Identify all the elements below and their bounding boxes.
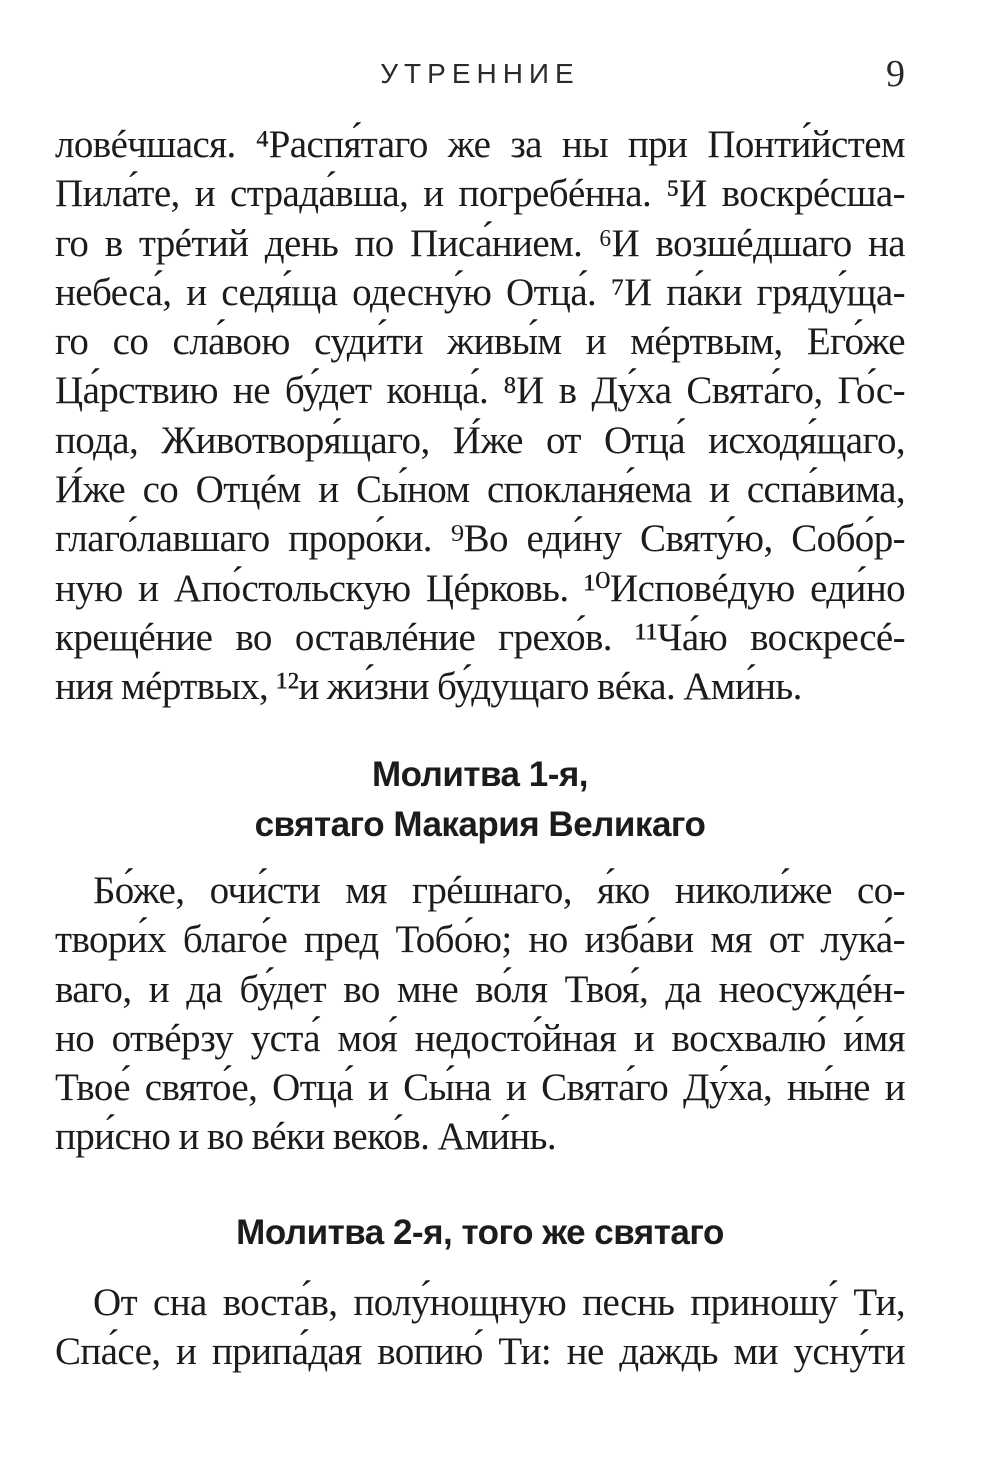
text-line: ную и Апо́стольскую Цéрковь. ¹⁰Исповéдую еди́но xyxy=(55,566,905,610)
text-line: ния мéртвых, ¹²и жи́зни бу́дущаго вéка. Ами́нь. xyxy=(55,665,802,709)
text-line: От сна воста́в, полу́нощную песнь приношу́ Ти, xyxy=(93,1281,905,1324)
text-line: Ца́рствию не бу́дет конца́. ⁸И в Ду́ха Свята́го, Го́с- xyxy=(55,369,905,413)
text-line: ловéчшася. ⁴Распя́таго же за ны при Понти́йстем xyxy=(55,123,905,166)
running-title: УТРЕННИЕ xyxy=(380,58,580,89)
text-line: твори́х благо́е пред Тобо́ю; но изба́ви мя от лука́- xyxy=(55,918,905,962)
prayer-1-heading-line-2: святаго Макария Великаго xyxy=(254,805,706,844)
text-line: глаго́лавшаго проро́ки. ⁹Во еди́ну Святу́ю, Собо́р- xyxy=(55,517,905,561)
text-line: го со сла́вою суди́ти живы́м и мéртвым, Его́же xyxy=(55,320,905,364)
text-line: ваго, и да бу́дет во мне во́ля Твоя́, да неосуждéн- xyxy=(55,967,905,1011)
prayer-2-text xyxy=(55,1278,905,1377)
text-line: при́сно и во вéки веко́в. Ами́нь. xyxy=(55,1115,556,1159)
creed-text xyxy=(55,120,905,712)
prayer-1-text xyxy=(55,866,905,1162)
text-line: небеса́, и седя́ща одесну́ю Отца́. ⁷И па́ки гряду́ща- xyxy=(55,270,905,314)
text-line: го в трéтий день по Писа́нием. ⁶И возшéдшаго на xyxy=(55,221,905,265)
text-line: И́же со Отцéм и Сы́ном спокланя́ема и сспа́вима, xyxy=(55,468,905,512)
text-line: Пила́те, и страда́вша, и погребéнна. ⁵И воскрéсша- xyxy=(55,172,905,216)
text-line: Бо́же, очи́сти мя грéшнаго, я́ко николи́же со- xyxy=(93,869,905,912)
page-number: 9 xyxy=(886,53,905,95)
text-line: Твое́ свято́е, Отца́ и Сы́на и Свята́го Ду́ха, ны́не и xyxy=(55,1066,905,1110)
prayer-1-heading xyxy=(55,750,905,850)
text-line: пода, Животворя́щаго, И́же от Отца́ исходя́щаго, xyxy=(55,418,905,462)
running-head xyxy=(55,52,905,96)
prayer-1-heading-line-1: Молитва 1-я, xyxy=(371,755,589,794)
text-line: крещéние во оставлéние грехо́в. ¹¹Ча́ю воскресé- xyxy=(55,615,905,659)
text-line: Спа́се, и припа́дая вопию́ Ти: не даждь ми усну́ти xyxy=(55,1330,905,1374)
prayer-2-heading xyxy=(55,1208,905,1258)
text-line: но отвéрзу уста́ моя́ недосто́йная и восхвалю́ и́мя xyxy=(55,1016,905,1060)
prayer-2-heading-line: Молитва 2-я, того же святаго xyxy=(236,1213,724,1252)
